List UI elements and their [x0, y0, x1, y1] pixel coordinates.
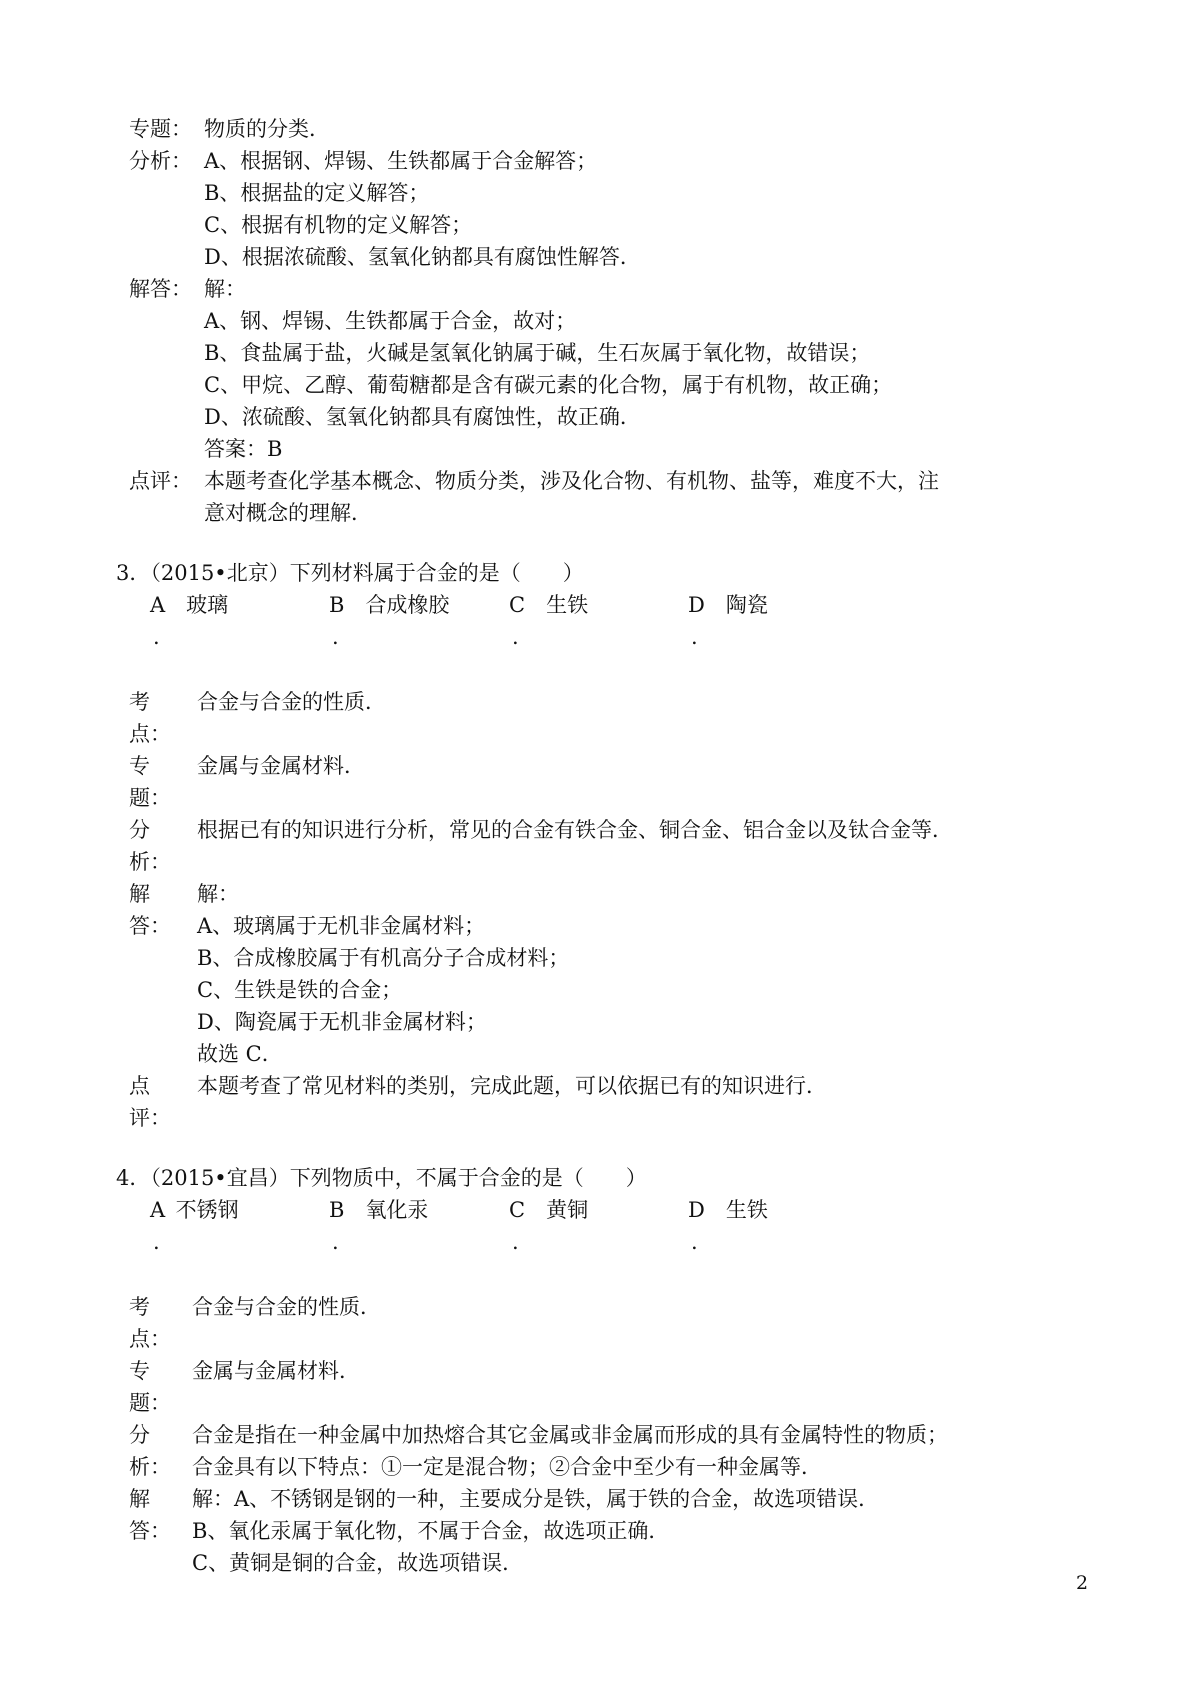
jieda-line: 解：A、不锈钢是钢的一种，主要成分是铁，属于铁的合金，故选项错误． [192, 1487, 880, 1511]
dianping-label: 点评： [129, 469, 192, 493]
option-b [329, 1195, 428, 1225]
option-text: 玻璃 [186, 593, 229, 617]
option-dot: . [512, 625, 519, 649]
zhuanti-text: 金属与金属材料． [197, 754, 365, 778]
jieda-line: B、氧化汞属于氧化物，不属于合金，故选项正确． [192, 1519, 670, 1543]
kaodian-text: 合金与合金的性质． [197, 690, 386, 714]
jieda-line: B、合成橡胶属于有机高分子合成材料； [197, 946, 570, 970]
option-text: 合成橡胶 [365, 593, 450, 617]
jieda-line: A、玻璃属于无机非金属材料； [197, 914, 486, 938]
jieda-line: C、甲烷、乙醇、葡萄糖都是含有碳元素的化合物，属于有机物，故正确； [204, 373, 893, 397]
fenxi-line: 合金具有以下特点：①一定是混合物；②合金中至少有一种金属等． [192, 1455, 822, 1479]
jieda-label: 答： [129, 1519, 171, 1543]
option-letter: A [150, 593, 166, 617]
zhuanti-label: 专 [129, 754, 150, 778]
option-letter: C [509, 593, 526, 617]
kaodian-text: 合金与合金的性质． [192, 1295, 381, 1319]
zhuanti-text: 金属与金属材料． [192, 1359, 360, 1383]
jieda-label: 答： [129, 914, 171, 938]
option-dot: . [512, 1230, 519, 1254]
option-b [329, 590, 449, 620]
jieda-line: D、浓硫酸、氢氧化钠都具有腐蚀性，故正确． [204, 405, 641, 429]
jieda-line: 解： [204, 277, 246, 301]
option-dot: . [691, 1230, 698, 1254]
fenxi-label: 析： [129, 1455, 171, 1479]
fenxi-label: 析： [129, 850, 171, 874]
option-letter: B [329, 593, 345, 617]
fenxi-line: C、根据有机物的定义解答； [204, 213, 473, 237]
option-text: 生铁 [725, 1198, 768, 1222]
jieda-line: B、食盐属于盐，火碱是氢氧化钠属于碱，生石灰属于氧化物，故错误； [204, 341, 871, 365]
option-text: 陶瓷 [725, 593, 768, 617]
dianping-line: 意对概念的理解． [204, 501, 372, 525]
kaodian-label: 点： [129, 1327, 171, 1351]
jieda-label: 解 [129, 882, 150, 906]
option-letter: D [688, 593, 705, 617]
jieda-line: A、钢、焊锡、生铁都属于合金，故对； [204, 309, 577, 333]
option-d [688, 590, 768, 620]
option-letter: C [509, 1198, 526, 1222]
kaodian-label: 点： [129, 722, 171, 746]
zhuanti-label: 专题： [129, 117, 192, 141]
fenxi-line: A、根据钢、焊锡、生铁都属于合金解答； [204, 149, 598, 173]
jieda-label: 解答： [129, 277, 192, 301]
option-c [509, 1195, 588, 1225]
kaodian-label: 考 [129, 1295, 150, 1319]
option-text: 黄铜 [546, 1198, 589, 1222]
option-text: 生铁 [546, 593, 589, 617]
option-letter: B [329, 1198, 345, 1222]
option-a [150, 1195, 239, 1225]
dianping-label: 点 [129, 1074, 150, 1098]
dianping-label: 评： [129, 1106, 171, 1130]
zhuanti-label: 题： [129, 1391, 171, 1415]
fenxi-line: 合金是指在一种金属中加热熔合其它金属或非金属而形成的具有金属特性的物质； [192, 1423, 948, 1447]
option-d [688, 1195, 768, 1225]
question-stem: 4．（2015•宜昌）下列物质中，不属于合金的是（ ） [116, 1166, 647, 1190]
option-text: 氧化汞 [365, 1198, 429, 1222]
fenxi-label: 分析： [129, 149, 192, 173]
option-dot: . [153, 625, 160, 649]
option-dot: . [332, 1230, 339, 1254]
dianping-line: 本题考查化学基本概念、物质分类，涉及化合物、有机物、盐等，难度不大，注 [204, 469, 939, 493]
option-c [509, 590, 588, 620]
zhuanti-label: 专 [129, 1359, 150, 1383]
jieda-line: D、陶瓷属于无机非金属材料； [197, 1010, 487, 1034]
jieda-line: C、黄铜是铜的合金，故选项错误． [192, 1551, 524, 1575]
option-letter: A [150, 1198, 166, 1222]
jieda-label: 解 [129, 1487, 150, 1511]
dianping-text: 本题考查了常见材料的类别，完成此题，可以依据已有的知识进行． [197, 1074, 827, 1098]
jieda-line: 解： [197, 882, 239, 906]
page-number: 2 [1076, 1572, 1089, 1594]
fenxi-text: 根据已有的知识进行分析，常见的合金有铁合金、铜合金、铝合金以及钛合金等． [197, 818, 953, 842]
fenxi-line: D、根据浓硫酸、氢氧化钠都具有腐蚀性解答． [204, 245, 641, 269]
option-dot: . [153, 1230, 160, 1254]
fenxi-line: B、根据盐的定义解答； [204, 181, 430, 205]
fenxi-label: 分 [129, 818, 150, 842]
option-letter: D [688, 1198, 705, 1222]
jieda-line: 答案：B [204, 437, 283, 461]
fenxi-label: 分 [129, 1423, 150, 1447]
option-text: 不锈钢 [175, 1198, 239, 1222]
jieda-line: 故选 C． [197, 1042, 283, 1066]
option-dot: . [332, 625, 339, 649]
question-stem: 3．（2015•北京）下列材料属于合金的是（ ） [116, 561, 584, 585]
zhuanti-text: 物质的分类． [204, 117, 330, 141]
kaodian-label: 考 [129, 690, 150, 714]
jieda-line: C、生铁是铁的合金； [197, 978, 403, 1002]
option-dot: . [691, 625, 698, 649]
zhuanti-label: 题： [129, 786, 171, 810]
option-a [150, 590, 228, 620]
